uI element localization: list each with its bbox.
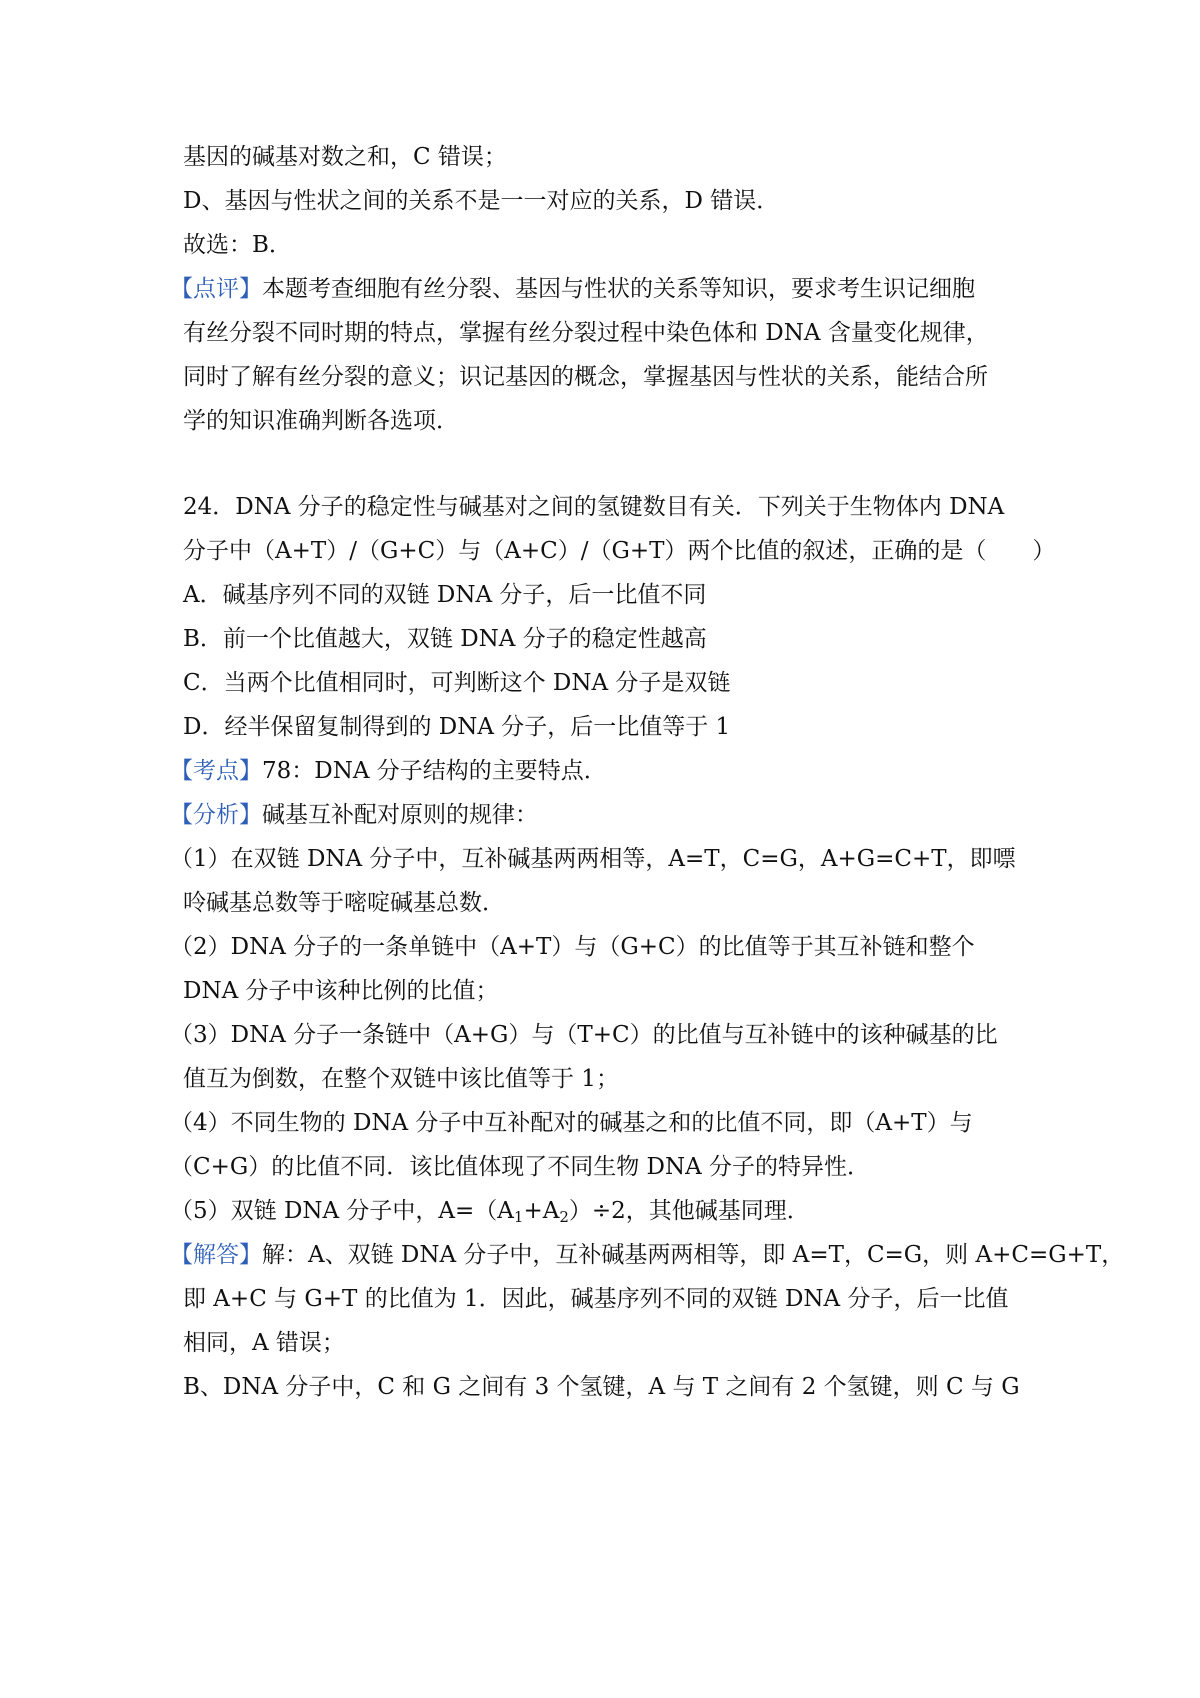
text-line: （3）DNA 分子一条链中（A+G）与（T+C）的比值与互补链中的该种碱基的比 xyxy=(170,1022,998,1048)
text-line: 值互为倒数，在整个双链中该比值等于 1； xyxy=(183,1066,619,1092)
subscript: 2 xyxy=(559,1208,569,1226)
jieda-tag: 【解答】 xyxy=(170,1242,262,1268)
kaodian-line xyxy=(170,756,1010,786)
text-line: 有丝分裂不同时期的特点，掌握有丝分裂过程中染色体和 DNA 含量变化规律， xyxy=(183,320,989,346)
text-line: 故选：B． xyxy=(183,232,292,258)
comment-paragraph xyxy=(170,274,1010,304)
fenxi-intro: 碱基互补配对原则的规律： xyxy=(262,802,538,828)
kaodian-text: 78：DNA 分子结构的主要特点． xyxy=(262,758,607,784)
fenxi-tag: 【分析】 xyxy=(170,802,262,828)
text-line: 同时了解有丝分裂的意义；识记基因的概念，掌握基因与性状的关系，能结合所 xyxy=(183,364,988,390)
text-line: （C+G）的比值不同．该比值体现了不同生物 DNA 分子的特异性． xyxy=(170,1154,871,1180)
text-line: B、DNA 分子中，C 和 G 之间有 3 个氢键，A 与 T 之间有 2 个氢键，则 C 与 G xyxy=(183,1374,1020,1400)
text-line: 相同，A 错误； xyxy=(183,1330,345,1356)
text-line: （2）DNA 分子的一条单链中（A+T）与（G+C）的比值等于其互补链和整个 xyxy=(170,934,975,960)
kaodian-tag: 【考点】 xyxy=(170,758,262,784)
text-line: 学的知识准确判断各选项． xyxy=(183,408,459,434)
question-stem: 24．DNA 分子的稳定性与碱基对之间的氢键数目有关．下列关于生物体内 DNA xyxy=(183,494,1005,520)
text-line xyxy=(170,1196,1010,1226)
option-a: A．碱基序列不同的双链 DNA 分子，后一比值不同 xyxy=(183,582,707,608)
jieda-line xyxy=(170,1240,1125,1270)
option-c: C．当两个比值相同时，可判断这个 DNA 分子是双链 xyxy=(183,670,731,696)
option-d: D．经半保留复制得到的 DNA 分子，后一比值等于 1 xyxy=(183,714,731,740)
text-line: 基因的碱基对数之和，C 错误； xyxy=(183,144,507,170)
text-line: D、基因与性状之间的关系不是一一对应的关系，D 错误． xyxy=(183,188,780,214)
text-line: （4）不同生物的 DNA 分子中互补配对的碱基之和的比值不同，即（A+T）与 xyxy=(170,1110,973,1136)
formula-part: ）÷2，其他碱基同理． xyxy=(568,1198,810,1224)
option-b: B．前一个比值越大，双链 DNA 分子的稳定性越高 xyxy=(183,626,707,652)
fenxi-line xyxy=(170,800,1010,830)
subscript: 1 xyxy=(513,1208,524,1226)
question-stem: 分子中（A+T）/（G+C）与（A+C）/（G+T）两个比值的叙述，正确的是（ ） xyxy=(183,538,1056,564)
comment-tag: 【点评】 xyxy=(170,276,262,302)
text-line: 呤碱基总数等于嘧啶碱基总数． xyxy=(183,890,505,916)
comment-text: 本题考查细胞有丝分裂、基因与性状的关系等知识，要求考生识记细胞 xyxy=(262,276,975,302)
formula-part: +A xyxy=(523,1198,560,1224)
jieda-text: 解：A、双链 DNA 分子中，互补碱基两两相等，即 A=T，C=G，则 A+C=G+T， xyxy=(262,1242,1125,1268)
text-line: （1）在双链 DNA 分子中，互补碱基两两相等，A=T，C=G，A+G=C+T，即嘌 xyxy=(170,846,1016,872)
text-line: DNA 分子中该种比例的比值； xyxy=(183,978,499,1004)
text-line: 即 A+C 与 G+T 的比值为 1．因此，碱基序列不同的双链 DNA 分子，后一比值 xyxy=(183,1286,1009,1312)
formula-part: （5）双链 DNA 分子中，A=（A xyxy=(170,1198,514,1224)
